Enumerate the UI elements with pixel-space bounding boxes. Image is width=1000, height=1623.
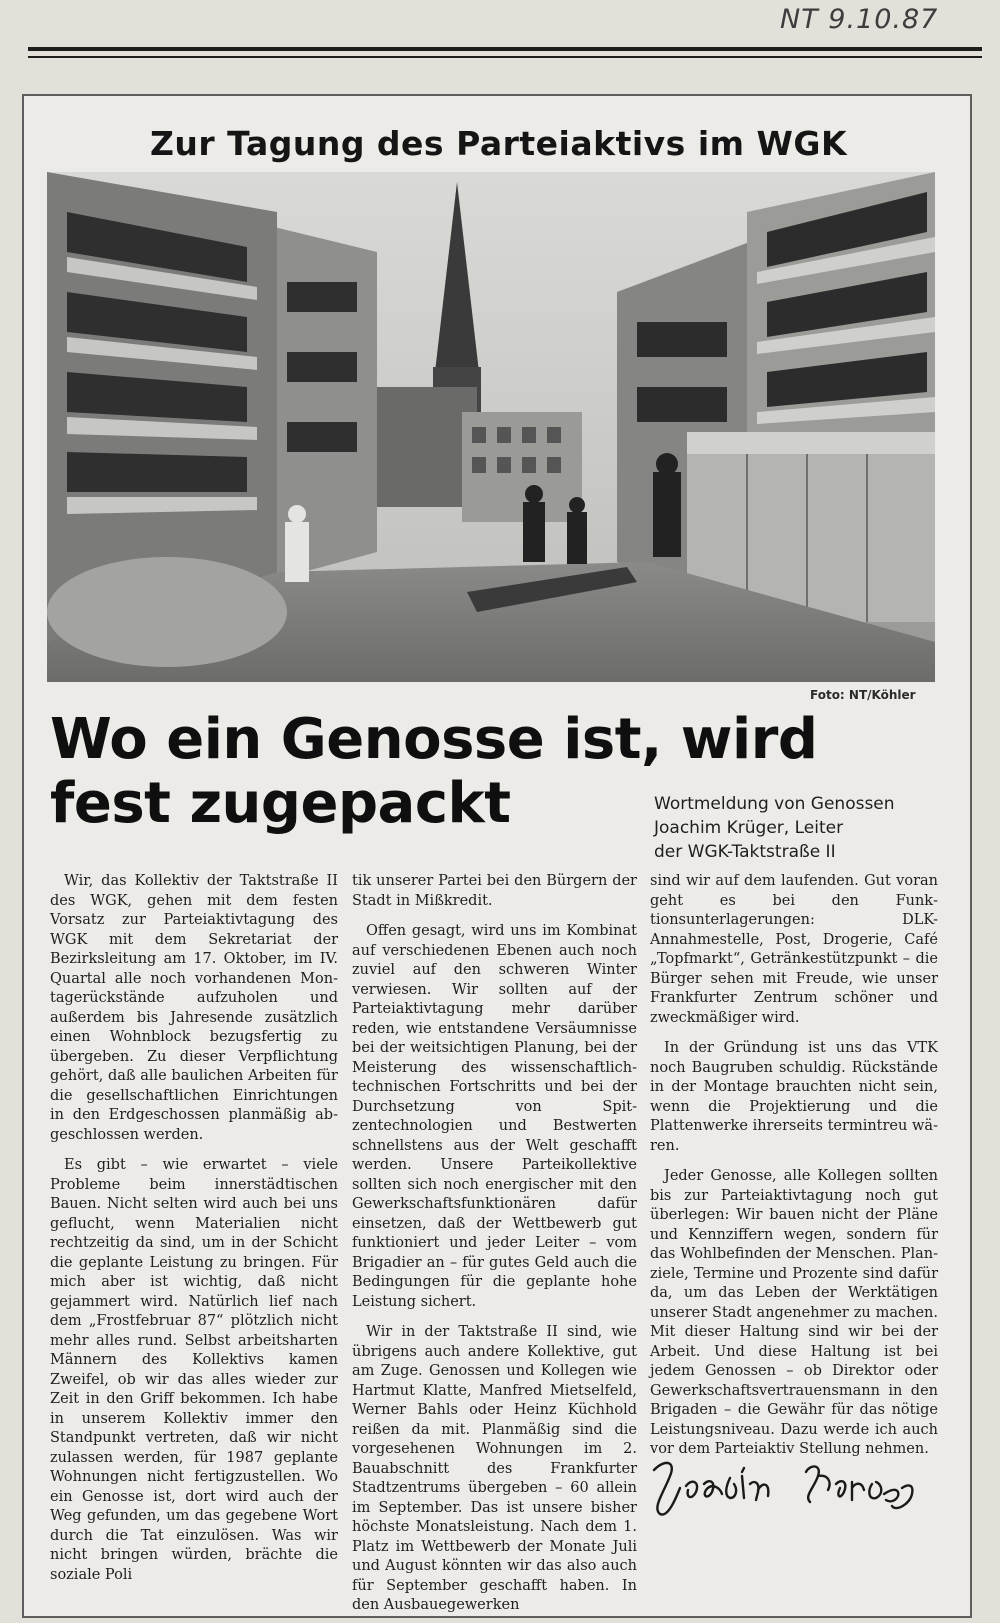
signature-image (646, 1448, 946, 1520)
article-column-2 (352, 872, 637, 1613)
paragraph: Es gibt – wie erwartet – viele Probleme beim innerstädtischen Bauen. Nicht selten wird auch bei uns geflucht, wenn Materialien nicht rechtzeitig da sind, um in der Schicht die geplante Leistung zu bringen. Für mich aber ist wichtig, daß nicht gejammert wird. Natürlich lief nach dem „Frostfebruar 87“ plötzlich nicht mehr alles rund. Selbst arbeitsharten Männern des Kollektivs kamen Zweifel, ob wir das alles wieder zur Zeit in den Griff bekommen. Ich habe in unserem Kollektiv immer den Standpunkt vertreten, daß wir nicht zulassen werden, für 1987 geplante Wohnungen nicht fertigzustellen. Wo ein Genosse ist, dort wird auch der Weg gefunden, um das gegebene Wort durch die Tat einzulösen. Was wir nicht bringen würden, brächte die soziale Poli (50, 1157, 338, 1583)
street-construction-photo (47, 172, 935, 682)
article-kicker: Zur Tagung des Parteiaktivs im WGK (150, 124, 848, 163)
photo-credit: Foto: NT/Köhler (810, 688, 916, 702)
paragraph: tik unserer Partei bei den Bürgern der Stadt in Mißkredit. (352, 873, 637, 909)
paragraph: sind wir auf dem laufenden. Gut voran geht es bei den Funktionsunterlagerungen: DLK-Annahmestelle, Post, Drogerie, Café „Topfmarkt“, Getränkestützpunkt – die Bürger sehen mit Freude, wie unser Frankfurter Zentrum schöner und zweckmäßiger wird. (650, 873, 938, 1026)
byline-line-3: der WGK-Taktstraße II (654, 842, 836, 862)
article-photo (47, 172, 935, 682)
paragraph: Jeder Genosse, alle Kollegen sollten bis zur Parteiaktivtagung noch gut überlegen: Wir bauen nicht der Pläne und Kennziffern wegen, sondern für das Wohlbefinden der Menschen. Planziele, Termine und Prozente sind dafür da, um das Leben der Werktätigen unserer Stadt angenehmer zu machen. Mit dieser Haltung sind wir bei der Arbeit. Und diese Haltung ist bei jedem Genossen – ob Direktor oder Gewerkschaftsvertrauensmann in den Brigaden – die Gewähr für das nötige Leistungsniveau. Dazu werde ich auch vor dem Parteiaktiv Stellung nehmen. (650, 1168, 938, 1457)
headline-line-1: Wo ein Genosse ist, wird (50, 707, 818, 772)
headline-line-2: fest zugepackt (50, 771, 511, 836)
article-column-3 (650, 872, 938, 1462)
article-byline (654, 792, 954, 864)
handwritten-signature (646, 1448, 946, 1520)
handwritten-date-annotation: NT 9.10.87 (780, 4, 939, 35)
byline-line-2: Joachim Krüger, Leiter (654, 818, 844, 838)
article-column-1 (50, 872, 338, 1583)
masthead-rule-thick (28, 47, 982, 51)
paragraph: Wir, das Kollektiv der Taktstraße II des WGK, gehen mit dem festen Vorsatz zur Parteiaktivtagung des WGK mit dem Sekretariat der Bezirksleitung am 17. Oktober, im IV. Quartal alle noch vorhandenen Montagerückstände aufzuholen und außerdem bis Jahresende zusätzlich einen Wohnblock bezugsfertig zu übergeben. Zu dieser Verpflichtung gehört, daß alle baulichen Arbeiten für die gesellschaftlichen Einrichtungen in den Erdgeschossen planmäßig abgeschlossen werden. (50, 873, 338, 1143)
paragraph: Offen gesagt, wird uns im Kombinat auf verschiedenen Ebenen auch noch zuviel auf den schweren Winter verwiesen. Wir sollten auf der Parteiaktivtagung mehr darüber reden, wie entstandene Versäumnisse bei der weitsichtigen Planung, bei der Meisterung des wissenschaftlich-technischen Fortschritts und bei der Durchsetzung von Spitzentechnologien und Bestwerten schnellstens aus der Welt geschafft werden. Unsere Parteikollektive sollten sich noch energischer mit den Gewerkschaftsfunktionären dafür einsetzen, daß der Wettbewerb gut funktioniert und jeder Leiter – vom Brigadier an – für gutes Geld auch die Bedingungen für die geplante hohe Leistung sichert. (352, 923, 637, 1310)
paragraph: In der Gründung ist uns das VTK noch Baugruben schuldig. Rückstände in der Montage brauchten nicht sein, wenn die Projektierung und die Plattenwerke ihrerseits termintreu wären. (650, 1040, 938, 1154)
byline-line-1: Wortmeldung von Genossen (654, 794, 895, 814)
paragraph: Wir in der Taktstraße II sind, wie übrigens auch andere Kollektive, gut am Zuge. Genossen und Kollegen wie Hartmut Klatte, Manfred Mietselfeld, Werner Bahls oder Heinz Küchhold reißen da mit. Planmäßig sind die vorgesehenen Wohnungen im 2. Bauabschnitt des Frankfurter Stadtzentrums übergeben – 60 allein im September. Das ist unsere bisher höchste Monatsleistung. Nach dem 1. Platz im Wettbewerb der Monate Juli und August könnten wir das also auch für September geschafft haben. In den Ausbauegewerken (352, 1324, 637, 1613)
masthead-rule-thin (28, 56, 982, 58)
